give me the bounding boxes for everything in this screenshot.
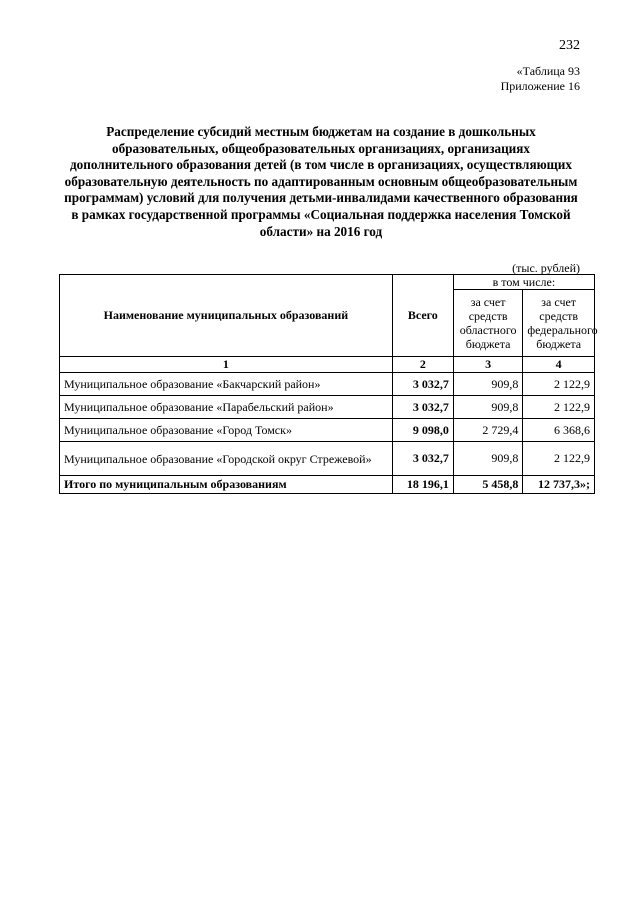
total-value: 9 098,0 <box>392 419 453 442</box>
appendix-number: Приложение 16 <box>500 79 580 93</box>
federal-value: 2 122,9 <box>523 396 595 419</box>
municipality-name: Муниципальное образование «Парабельский район» <box>60 396 393 419</box>
totals-row <box>60 476 595 494</box>
page-number: 232 <box>559 38 580 53</box>
total-value: 3 032,7 <box>392 373 453 396</box>
column-number: 3 <box>453 357 523 373</box>
regional-value: 2 729,4 <box>453 419 523 442</box>
municipality-name: Муниципальное образование «Город Томск» <box>60 419 393 442</box>
document-title: Распределение субсидий местным бюджетам на создание в дошкольных образовательных, общеобразовательных организациях, организациях дополнительного образования детей (в том числе в организациях, осуществляющих образовательную деятельность по адаптированным основным общеобразовательным программам) условий для получения детьми-инвалидами качественного образования в рамках государственной программы «Социальная поддержка населения Томской области» на 2016 год <box>64 124 578 239</box>
table-row <box>60 419 595 442</box>
federal-value: 6 368,6 <box>523 419 595 442</box>
column-numbers-row <box>60 357 595 373</box>
municipality-name: Муниципальное образование «Бакчарский район» <box>60 373 393 396</box>
total-value: 3 032,7 <box>392 442 453 476</box>
column-number: 1 <box>60 357 393 373</box>
regional-value: 909,8 <box>453 373 523 396</box>
header-name: Наименование муниципальных образований <box>60 275 393 357</box>
header-regional: за счет средств областного бюджета <box>453 290 523 357</box>
subsidy-table <box>59 274 598 494</box>
regional-value: 909,8 <box>453 442 523 476</box>
table-reference <box>501 64 580 94</box>
federal-value: 2 122,9 <box>523 442 595 476</box>
totals-regional: 5 458,8 <box>453 476 523 494</box>
table-row <box>60 396 595 419</box>
header-total: Всего <box>392 275 453 357</box>
municipality-name: Муниципальное образование «Городской округ Стрежевой» <box>60 442 393 476</box>
table-number: «Таблица 93 <box>516 64 580 78</box>
header-federal: за счет средств федерального бюджета <box>523 290 595 357</box>
units-label: (тыс. рублей) <box>512 261 580 275</box>
header-including: в том числе: <box>453 275 594 290</box>
totals-federal: 12 737,3»; <box>523 476 595 494</box>
column-number: 4 <box>523 357 595 373</box>
header-row <box>60 275 595 290</box>
federal-value: 2 122,9 <box>523 373 595 396</box>
table-row <box>60 442 595 476</box>
regional-value: 909,8 <box>453 396 523 419</box>
totals-label: Итого по муниципальным образованиям <box>60 476 393 494</box>
total-value: 3 032,7 <box>392 396 453 419</box>
totals-total: 18 196,1 <box>392 476 453 494</box>
column-number: 2 <box>392 357 453 373</box>
table-row <box>60 373 595 396</box>
